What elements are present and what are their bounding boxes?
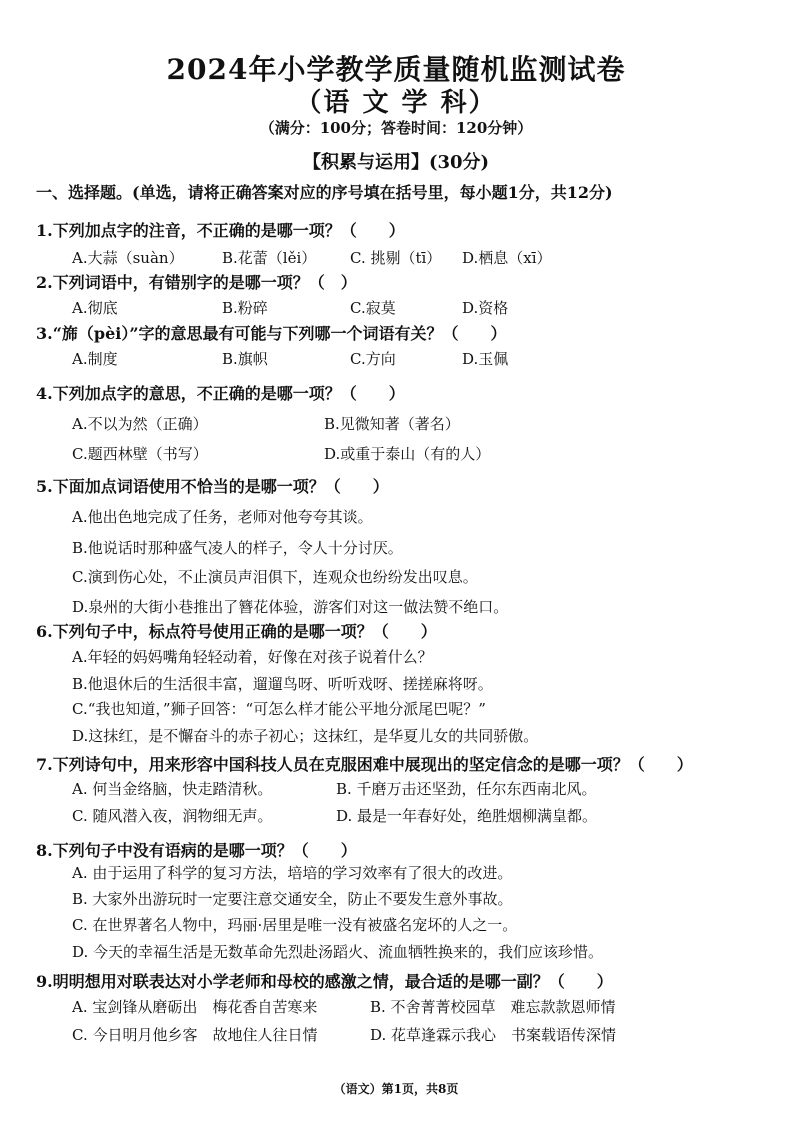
q7-option-a: A. 何当金络脑，快走踏清秋。 — [72, 780, 273, 798]
exam-title: 2024年小学教学质量随机监测试卷 — [166, 53, 626, 86]
section-title: 【积累与运用】(30分) — [302, 152, 490, 173]
q9-option-d: D. 花草逢霖示我心 书案载语传深情 — [370, 1026, 617, 1044]
q7-option-b: B. 千磨万击还坚劲，任尔东西南北风。 — [336, 780, 597, 798]
q3-option-d: D.玉佩 — [462, 350, 509, 368]
q5-option-c: C.演到伤心处，不止演员声泪俱下，连观众也纷纷发出叹息。 — [72, 568, 478, 586]
q5-option-b: B.他说话时那种盛气凌人的样子，令人十分讨厌。 — [72, 539, 403, 557]
q2-option-a: A.彻底 — [72, 299, 118, 317]
q6-option-d: D.这抹红，是不懈奋斗的赤子初心；这抹红，是华夏儿女的共同骄傲。 — [72, 727, 539, 745]
part-heading: 一、选择题。(单选，请将正确答案对应的序号填在括号里，每小题1分，共12分) — [36, 183, 613, 202]
q4-option-a: A.不以为然（正确） — [72, 415, 208, 433]
q7-option-c: C. 随风潜入夜，润物细无声。 — [72, 807, 273, 825]
q8-option-a: A. 由于运用了科学的复习方法，培培的学习效率有了很大的改进。 — [72, 864, 513, 882]
q3-option-a: A.制度 — [72, 350, 118, 368]
q1-option-b: B.花蕾（lěi） — [222, 249, 317, 267]
page-footer: （语文）第1页，共8页 — [333, 1082, 459, 1096]
q6-option-a: A.年轻的妈妈嘴角轻轻动着，好像在对孩子说着什么？ — [72, 648, 433, 666]
subject-title: （语 文 学 科） — [295, 88, 497, 118]
question-2-stem: 2.下列词语中，有错别字的是哪一项？（ ） — [36, 273, 357, 292]
question-7-stem: 7.下列诗句中，用来形容中国科技人员在克服困难中展现出的坚定信念的是哪一项？（ ） — [36, 755, 693, 774]
question-5-stem: 5.下面加点词语使用不恰当的是哪一项？（ ） — [36, 477, 389, 496]
question-1-stem: 1.下列加点字的注音，不正确的是哪一项？（ ） — [36, 221, 405, 240]
question-6-stem: 6.下列句子中，标点符号使用正确的是哪一项？（ ） — [36, 622, 437, 641]
q8-option-b: B. 大家外出游玩时一定要注意交通安全，防止不要发生意外事故。 — [72, 890, 513, 908]
q6-option-c: C.“我也知道，”狮子回答：“可怎么样才能公平地分派尾巴呢？” — [72, 700, 486, 718]
q1-option-a: A.大蒜（suàn） — [72, 249, 184, 267]
q9-option-a: A. 宝剑锋从磨砺出 梅花香自苦寒来 — [72, 998, 318, 1016]
question-4-stem: 4.下列加点字的意思，不正确的是哪一项？（ ） — [36, 384, 405, 403]
q7-option-d: D. 最是一年春好处，绝胜烟柳满皇都。 — [336, 807, 598, 825]
q8-option-c: C. 在世界著名人物中，玛丽·居里是唯一没有被盛名宠坏的人之一。 — [72, 916, 518, 934]
q4-option-b: B.见微知著（著名） — [324, 415, 460, 433]
question-3-stem: 3.“旆（pèi）”字的意思最有可能与下列哪一个词语有关？（ ） — [36, 324, 507, 343]
q2-option-d: D.资格 — [462, 299, 509, 317]
q8-option-d: D. 今天的幸福生活是无数革命先烈赴汤蹈火、流血牺牲换来的，我们应该珍惜。 — [72, 943, 604, 961]
q1-option-c: C. 挑剔（tī） — [350, 249, 442, 267]
question-9-stem: 9.明明想用对联表达对小学老师和母校的感激之情，最合适的是哪一副？（ ） — [36, 972, 613, 991]
q9-option-c: C. 今日明月他乡客 故地住人往日情 — [72, 1026, 318, 1044]
q4-option-c: C.题西林壁（书写） — [72, 445, 208, 463]
question-8-stem: 8.下列句子中没有语病的是哪一项？（ ） — [36, 841, 357, 860]
q2-option-c: C.寂莫 — [350, 299, 396, 317]
exam-meta: （满分：100分；答卷时间：120分钟） — [259, 119, 533, 137]
q1-option-d: D.栖息（xī） — [462, 249, 552, 267]
q3-option-c: C.方向 — [350, 350, 396, 368]
q9-option-b: B. 不舍菁菁校园草 难忘款款恩师情 — [370, 998, 616, 1016]
q2-option-b: B.粉碎 — [222, 299, 268, 317]
q6-option-b: B.他退休后的生活很丰富，遛遛鸟呀、听听戏呀、搓搓麻将呀。 — [72, 675, 493, 693]
q5-option-d: D.泉州的大街小巷推出了簪花体验，游客们对这一做法赞不绝口。 — [72, 598, 509, 616]
q4-option-d: D.或重于泰山（有的人） — [324, 445, 491, 463]
q5-option-a: A.他出色地完成了任务，老师对他夸夸其谈。 — [72, 508, 373, 526]
q3-option-b: B.旗帜 — [222, 350, 268, 368]
